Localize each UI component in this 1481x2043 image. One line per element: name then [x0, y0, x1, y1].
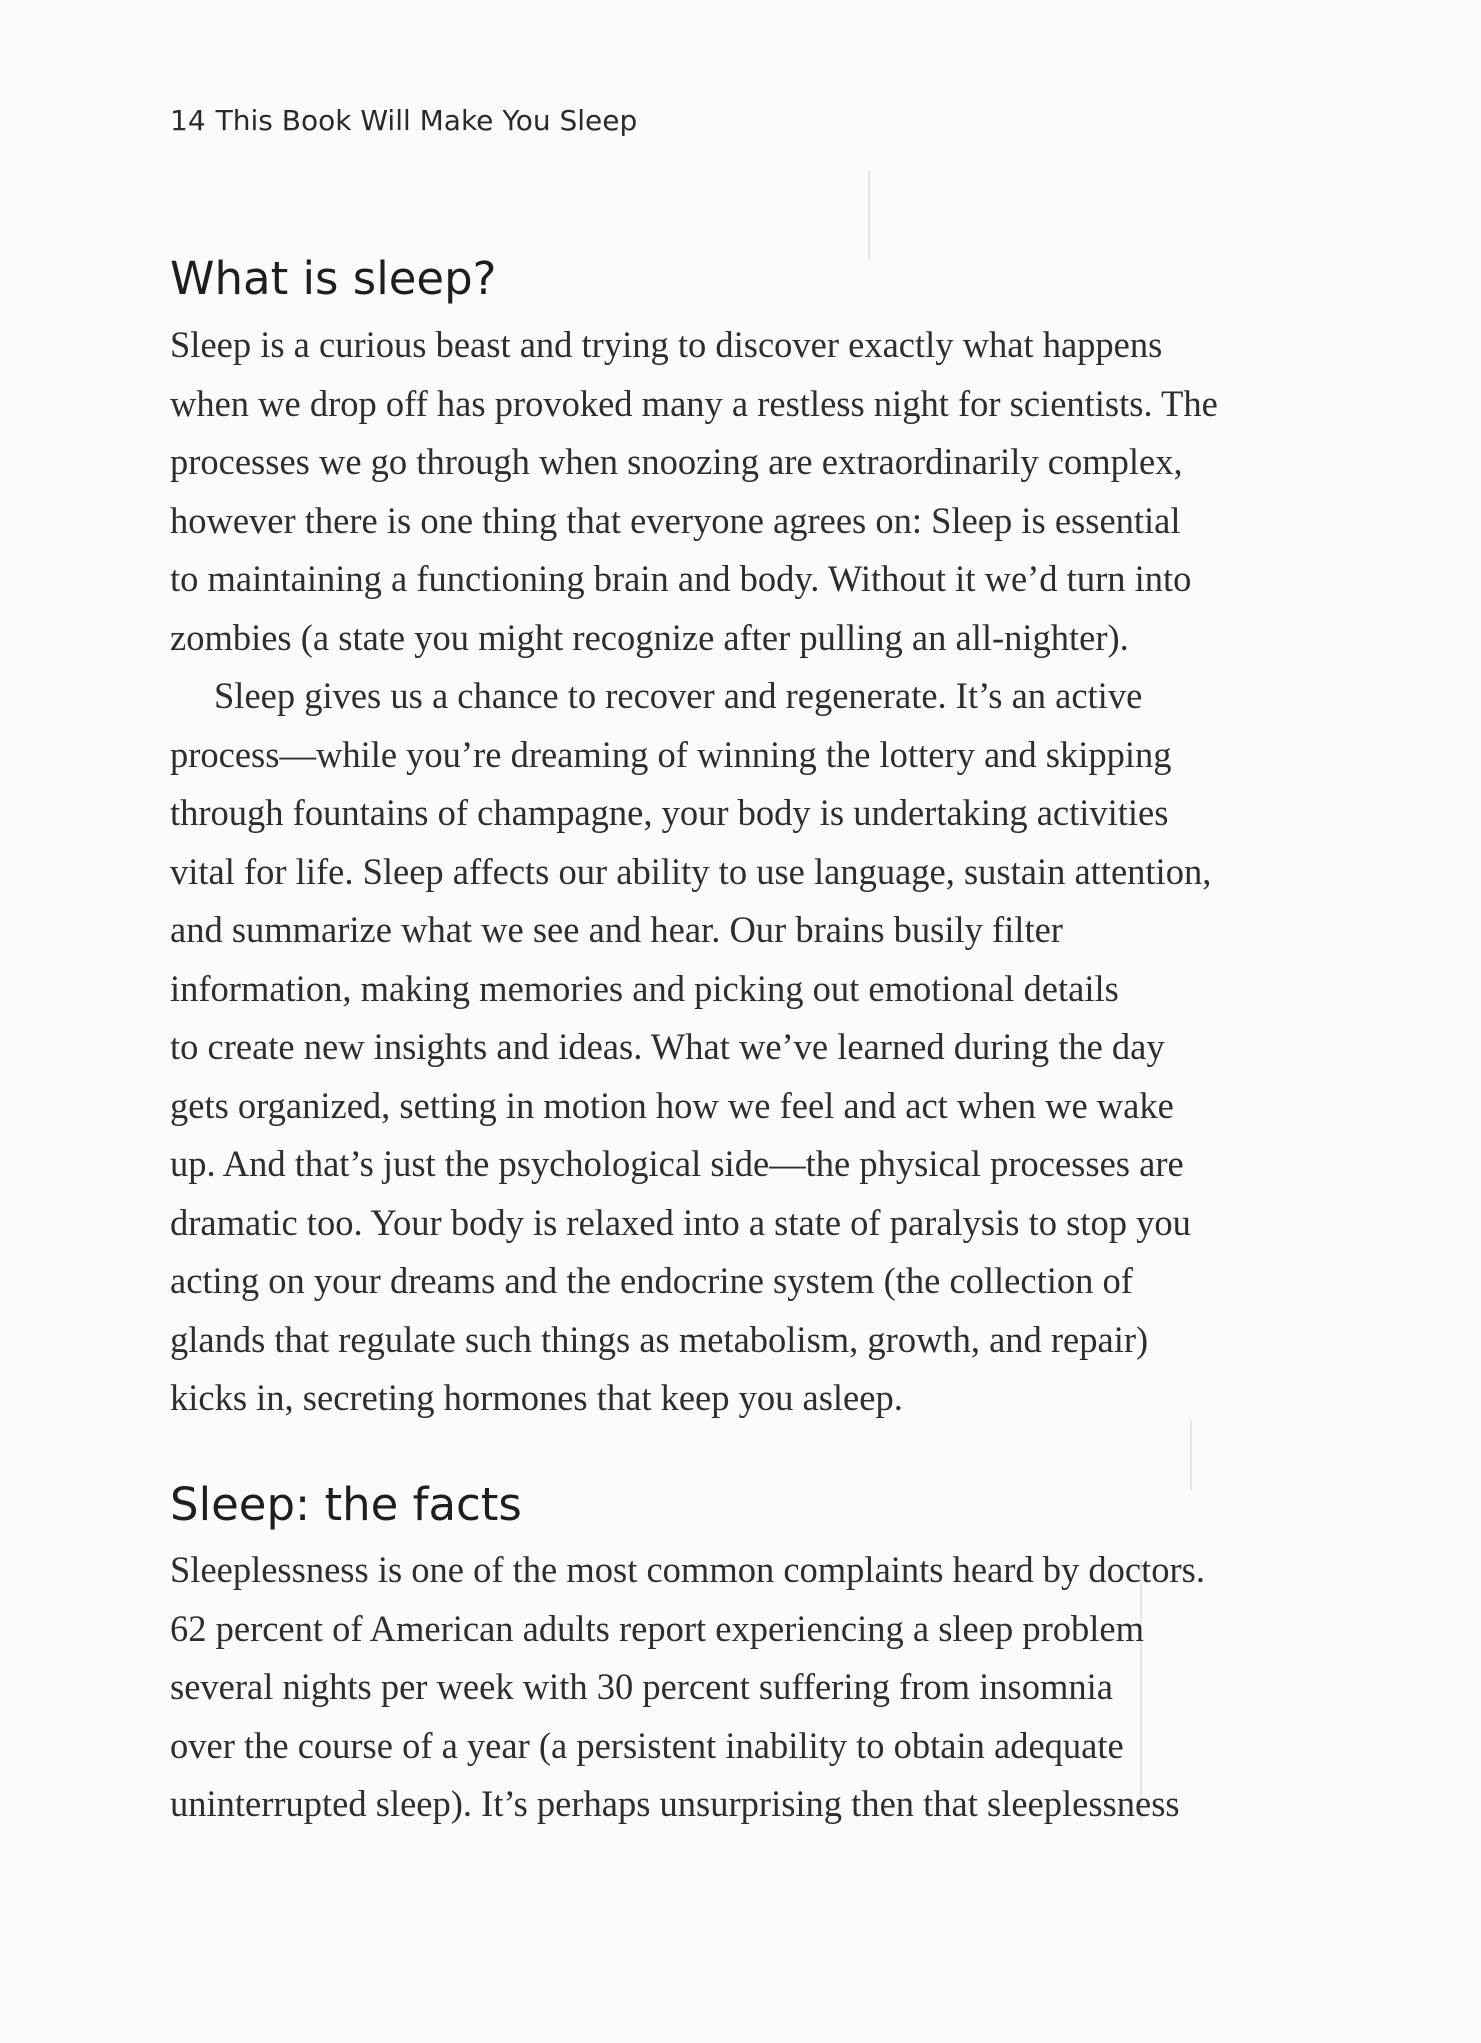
paragraph-2	[170, 667, 1310, 1428]
text-line: gets organized, setting in motion how we feel and act when we wake	[170, 1084, 1174, 1126]
text-line: Sleeplessness is one of the most common complaints heard by doctors.	[170, 1549, 1206, 1590]
book-title: This Book Will Make You Sleep	[215, 104, 638, 137]
text-line: to maintaining a functioning brain and body. Without it we’d turn into	[170, 558, 1192, 599]
text-line: acting on your dreams and the endocrine system (the collection of	[170, 1260, 1133, 1301]
text-line: glands that regulate such things as metabolism, growth, and repair)	[170, 1318, 1149, 1360]
text-line: to create new insights and ideas. What we’ve learned during the day	[170, 1026, 1165, 1067]
text-line: and summarize what we see and hear. Our brains busily filter	[170, 909, 1063, 950]
text-line: 62 percent of American adults report experiencing a sleep problem	[170, 1607, 1144, 1649]
page-number: 14	[170, 104, 206, 137]
section-heading-what-is-sleep: What is sleep?	[170, 252, 497, 305]
text-line: process—while you’re dreaming of winning the lottery and skipping	[170, 733, 1172, 775]
text-line: however there is one thing that everyone agrees on: Sleep is essential	[170, 499, 1181, 541]
text-line: Sleep gives us a chance to recover and regenerate. It’s an active	[214, 675, 1143, 716]
text-line: over the course of a year (a persistent inability to obtain adequate	[170, 1724, 1124, 1766]
scan-artifact-line	[1190, 1420, 1192, 1490]
section-heading-sleep-the-facts: Sleep: the facts	[170, 1478, 522, 1531]
text-line: processes we go through when snoozing are extraordinarily complex,	[170, 441, 1183, 482]
text-line: when we drop off has provoked many a restless night for scientists. The	[170, 382, 1218, 424]
text-line: several nights per week with 30 percent suffering from insomnia	[170, 1666, 1113, 1707]
scan-artifact-line	[868, 170, 870, 260]
text-line: up. And that’s just the psychological side—the physical processes are	[170, 1143, 1184, 1184]
text-line: kicks in, secreting hormones that keep you asleep.	[170, 1377, 903, 1418]
text-line: dramatic too. Your body is relaxed into a state of paralysis to stop you	[170, 1201, 1191, 1243]
running-head	[170, 104, 637, 137]
paragraph-3	[170, 1541, 1310, 1834]
text-line: zombies (a state you might recognize after pulling an all-nighter).	[170, 616, 1129, 658]
text-line: information, making memories and picking out emotional details	[170, 967, 1119, 1009]
text-line: vital for life. Sleep affects our ability to use language, sustain attention,	[170, 850, 1212, 892]
text-line: Sleep is a curious beast and trying to discover exactly what happens	[170, 324, 1163, 365]
text-line: uninterrupted sleep). It’s perhaps unsurprising then that sleeplessness	[170, 1783, 1180, 1824]
text-line: through fountains of champagne, your body is undertaking activities	[170, 792, 1169, 833]
paragraph-1	[170, 316, 1310, 667]
